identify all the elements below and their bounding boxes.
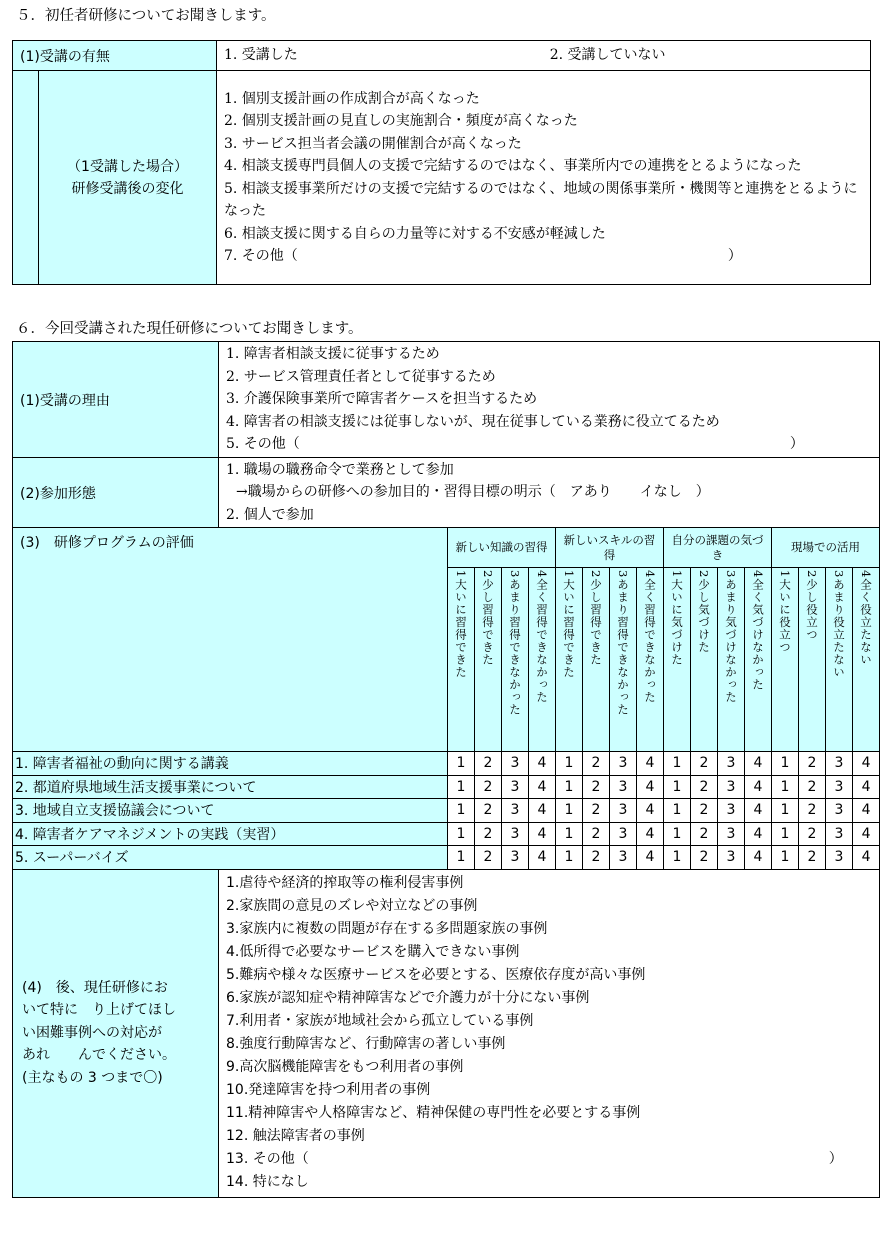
rating-option[interactable]: 2 — [691, 775, 718, 799]
case-option[interactable]: 6.家族が認知症や精神障害などで介護力が十分にない事例 — [226, 990, 590, 1006]
rating-option[interactable]: 1 — [556, 752, 583, 776]
rating-option[interactable]: 4 — [853, 752, 880, 776]
rating-option[interactable]: 4 — [529, 822, 556, 846]
rating-option[interactable]: 1 — [772, 799, 799, 823]
rating-option[interactable]: 3 — [826, 752, 853, 776]
program-row — [13, 775, 880, 799]
rating-option[interactable]: 1 — [664, 775, 691, 799]
s6-q1-label: (1)受講の理由 — [13, 342, 219, 458]
rating-option[interactable]: 4 — [745, 775, 772, 799]
group-header-skill: 新しいスキルの習得 — [556, 528, 664, 568]
rating-option[interactable]: 4 — [529, 799, 556, 823]
option-item-other[interactable]: 5. その他（ ） — [226, 436, 804, 453]
case-option[interactable]: 12. 触法障害者の事例 — [226, 1128, 365, 1144]
rating-option[interactable]: 4 — [529, 775, 556, 799]
rating-option[interactable]: 4 — [745, 752, 772, 776]
q1-option-attended[interactable]: 1. 受講した — [224, 47, 298, 64]
case-option[interactable]: 10.発達障害を持つ利用者の事例 — [226, 1082, 431, 1098]
group-header-awareness: 自分の課題の気づき — [664, 528, 772, 568]
option-item[interactable]: 4. 相談支援専門員個人の支援で完結するのではなく、事業所内での連携をとるようになった — [224, 158, 802, 174]
rating-option[interactable]: 3 — [610, 822, 637, 846]
rating-option[interactable]: 2 — [583, 822, 610, 846]
rating-option[interactable]: 2 — [475, 775, 502, 799]
rating-option[interactable]: 2 — [475, 822, 502, 846]
scale-label: 3あまり気づけなかった — [724, 570, 738, 704]
scale-label: 3あまり役立たない — [832, 570, 846, 679]
case-option[interactable]: 8.強度行動障害など、行動障害の著しい事例 — [226, 1036, 506, 1052]
rating-option[interactable]: 3 — [718, 822, 745, 846]
rating-option[interactable]: 1 — [556, 799, 583, 823]
rating-option[interactable]: 4 — [637, 752, 664, 776]
rating-option[interactable]: 1 — [448, 775, 475, 799]
program-rows — [13, 752, 880, 870]
rating-option[interactable]: 1 — [556, 822, 583, 846]
scale-label: 4全く習得できなかった — [643, 570, 657, 704]
rating-option[interactable]: 2 — [583, 752, 610, 776]
scale-label: 1大いに習得できた — [562, 570, 576, 679]
option-item[interactable]: 2. 個人で参加 — [226, 506, 314, 523]
program-name: 4. 障害者ケアマネジメントの実践（実習） — [13, 822, 448, 846]
rating-option[interactable]: 3 — [502, 846, 529, 870]
rating-option[interactable]: 1 — [772, 822, 799, 846]
rating-option[interactable]: 2 — [799, 752, 826, 776]
rating-option[interactable]: 1 — [664, 799, 691, 823]
rating-option[interactable]: 2 — [799, 846, 826, 870]
rating-option[interactable]: 4 — [529, 752, 556, 776]
s6-q2-options — [219, 458, 880, 528]
rating-option[interactable]: 3 — [610, 799, 637, 823]
rating-option[interactable]: 1 — [664, 846, 691, 870]
program-row — [13, 799, 880, 823]
rating-option[interactable]: 1 — [556, 846, 583, 870]
indent-cell — [13, 71, 39, 285]
rating-option[interactable]: 3 — [610, 775, 637, 799]
scale-label: 3あまり習得できなかった — [616, 570, 630, 716]
program-name: 2. 都道府県地域生活支援事業について — [13, 775, 448, 799]
rating-option[interactable]: 3 — [826, 799, 853, 823]
scale-label: 2少し気づけた — [697, 570, 711, 654]
rating-option[interactable]: 1 — [772, 752, 799, 776]
option-item[interactable]: 3. サービス担当者会議の開催割合が高くなった — [224, 135, 522, 152]
case-option[interactable]: 7.利用者・家族が地域社会から孤立している事例 — [226, 1013, 534, 1029]
rating-option[interactable]: 4 — [745, 822, 772, 846]
case-option[interactable]: 4.低所得で必要なサービスを購入できない事例 — [226, 944, 520, 960]
scale-label: 4全く習得できなかった — [535, 570, 549, 704]
option-subitem[interactable]: →職場からの研修への参加目的・習得目標の明示（ アあり イなし ） — [236, 484, 710, 501]
case-option[interactable]: 5.難病や様々な医療サービスを必要とする、医療依存度が高い事例 — [226, 967, 646, 983]
scale-label: 4全く気づけなかった — [751, 570, 765, 691]
rating-option[interactable]: 4 — [853, 799, 880, 823]
rating-option[interactable]: 2 — [799, 799, 826, 823]
rating-option[interactable]: 3 — [826, 846, 853, 870]
rating-option[interactable]: 4 — [637, 799, 664, 823]
rating-option[interactable]: 1 — [448, 822, 475, 846]
rating-option[interactable]: 3 — [718, 799, 745, 823]
rating-option[interactable]: 2 — [799, 822, 826, 846]
scale-label: 1大いに役立つ — [778, 570, 792, 654]
case-option[interactable]: 3.家族内に複数の問題が存在する多問題家族の事例 — [226, 921, 548, 937]
scale-label: 1大いに習得できた — [454, 570, 468, 679]
option-item[interactable]: 1. 障害者相談支援に従事するため — [226, 346, 440, 363]
case-option[interactable]: 2.家族間の意見のズレや対立などの事例 — [226, 898, 478, 914]
scale-label: 1大いに気づけた — [670, 570, 684, 666]
s6-q4-label: (4) 後、現任研修にお いて特に り上げてほし い困難事例への対応が あれ んでください。 (主なもの 3 つまで〇) — [13, 869, 219, 1197]
q1-sub-options — [217, 71, 871, 285]
group-header-knowledge: 新しい知識の習得 — [448, 528, 556, 568]
rating-option[interactable]: 4 — [745, 799, 772, 823]
rating-option[interactable]: 3 — [610, 752, 637, 776]
option-item[interactable]: 4. 障害者の相談支援には従事しないが、現在従事している業務に役立てるため — [226, 413, 720, 430]
option-item[interactable]: 6. 相談支援に関する自らの力量等に対する不安感が軽減した — [224, 225, 606, 242]
case-option[interactable]: 14. 特になし — [226, 1174, 309, 1190]
case-option[interactable]: 1.虐待や経済的搾取等の権利侵害事例 — [226, 875, 464, 891]
rating-option[interactable]: 1 — [772, 775, 799, 799]
rating-option[interactable]: 1 — [556, 775, 583, 799]
rating-option[interactable]: 4 — [853, 846, 880, 870]
scale-label: 4全く役立たない — [859, 570, 874, 666]
rating-option[interactable]: 1 — [772, 846, 799, 870]
rating-option[interactable]: 1 — [448, 846, 475, 870]
program-name: 3. 地域自立支援協議会について — [13, 799, 448, 823]
rating-option[interactable]: 2 — [583, 799, 610, 823]
rating-option[interactable]: 3 — [718, 846, 745, 870]
rating-option[interactable]: 4 — [637, 822, 664, 846]
program-row — [13, 822, 880, 846]
rating-option[interactable]: 4 — [853, 822, 880, 846]
rating-option[interactable]: 2 — [475, 752, 502, 776]
q1-sub-label: （1受講した場合） 研修受講後の変化 — [39, 71, 217, 285]
s6-q4-options — [219, 869, 880, 1197]
rating-option[interactable]: 2 — [799, 775, 826, 799]
rating-option[interactable]: 3 — [502, 799, 529, 823]
rating-option[interactable]: 2 — [475, 846, 502, 870]
rating-option[interactable]: 2 — [691, 752, 718, 776]
option-item[interactable]: 2. サービス管理責任者として従事するため — [226, 368, 496, 385]
s6-q1-options — [219, 342, 880, 458]
rating-option[interactable]: 3 — [502, 775, 529, 799]
program-row — [13, 752, 880, 776]
section5-table — [12, 40, 871, 285]
program-name: 5. スーパーバイズ — [13, 846, 448, 870]
option-item[interactable]: 5. 相談支援事業所だけの支援で完結するのではなく、地域の関係事業所・機関等と連携をとるようになった — [224, 180, 858, 219]
rating-option[interactable]: 3 — [502, 822, 529, 846]
scale-label: 2少し習得できた — [481, 570, 495, 666]
option-item-other[interactable]: 7. その他（ ） — [224, 248, 742, 264]
s6-q3-label: (3) 研修プログラムの評価 — [13, 528, 448, 752]
option-item[interactable]: 2. 個別支援計画の見直しの実施割合・頻度が高くなった — [224, 113, 578, 129]
rating-option[interactable]: 2 — [691, 799, 718, 823]
option-item[interactable]: 1. 職場の職務命令で業務として参加 — [226, 461, 454, 478]
scale-label: 3あまり習得できなかった — [508, 570, 522, 716]
s6-q2-label: (2)参加形態 — [13, 458, 219, 528]
rating-option[interactable]: 3 — [826, 822, 853, 846]
rating-option[interactable]: 1 — [448, 752, 475, 776]
case-option[interactable]: 9.高次脳機能障害をもつ利用者の事例 — [226, 1059, 464, 1075]
program-row — [13, 846, 880, 870]
scale-label: 2少し習得できた — [589, 570, 603, 666]
section6-table — [12, 341, 880, 1198]
rating-option[interactable]: 3 — [502, 752, 529, 776]
rating-option[interactable]: 4 — [637, 775, 664, 799]
case-option[interactable]: 11.精神障害や人格障害など、精神保健の専門性を必要とする事例 — [226, 1105, 641, 1121]
rating-option[interactable]: 4 — [637, 846, 664, 870]
case-option-other[interactable]: 13. その他（ ） — [226, 1151, 843, 1167]
rating-option[interactable]: 2 — [691, 846, 718, 870]
rating-option[interactable]: 2 — [475, 799, 502, 823]
q1-option-not-attended[interactable]: 2. 受講していない — [549, 47, 666, 64]
rating-option[interactable]: 2 — [691, 822, 718, 846]
option-item[interactable]: 1. 個別支援計画の作成割合が高くなった — [224, 90, 480, 107]
rating-option[interactable]: 2 — [583, 846, 610, 870]
option-item[interactable]: 3. 介護保険事業所で障害者ケースを担当するため — [226, 391, 538, 408]
rating-option[interactable]: 1 — [664, 822, 691, 846]
rating-option[interactable]: 4 — [745, 846, 772, 870]
rating-option[interactable]: 3 — [718, 775, 745, 799]
rating-option[interactable]: 4 — [853, 775, 880, 799]
rating-option[interactable]: 1 — [664, 752, 691, 776]
program-name: 1. 障害者福祉の動向に関する講義 — [13, 752, 448, 776]
q1-label: (1)受講の有無 — [13, 41, 217, 71]
scale-label: 2少し役立つ — [805, 570, 819, 641]
rating-option[interactable]: 3 — [610, 846, 637, 870]
rating-option[interactable]: 3 — [826, 775, 853, 799]
rating-option[interactable]: 4 — [529, 846, 556, 870]
rating-option[interactable]: 2 — [583, 775, 610, 799]
rating-option[interactable]: 1 — [448, 799, 475, 823]
group-header-application: 現場での活用 — [772, 528, 880, 568]
section5-heading: ５．初任者研修についてお聞きします。 — [16, 8, 276, 24]
section6-heading: ６．今回受講された現任研修についてお聞きします。 — [16, 321, 363, 337]
q1-options — [217, 41, 871, 71]
rating-option[interactable]: 3 — [718, 752, 745, 776]
